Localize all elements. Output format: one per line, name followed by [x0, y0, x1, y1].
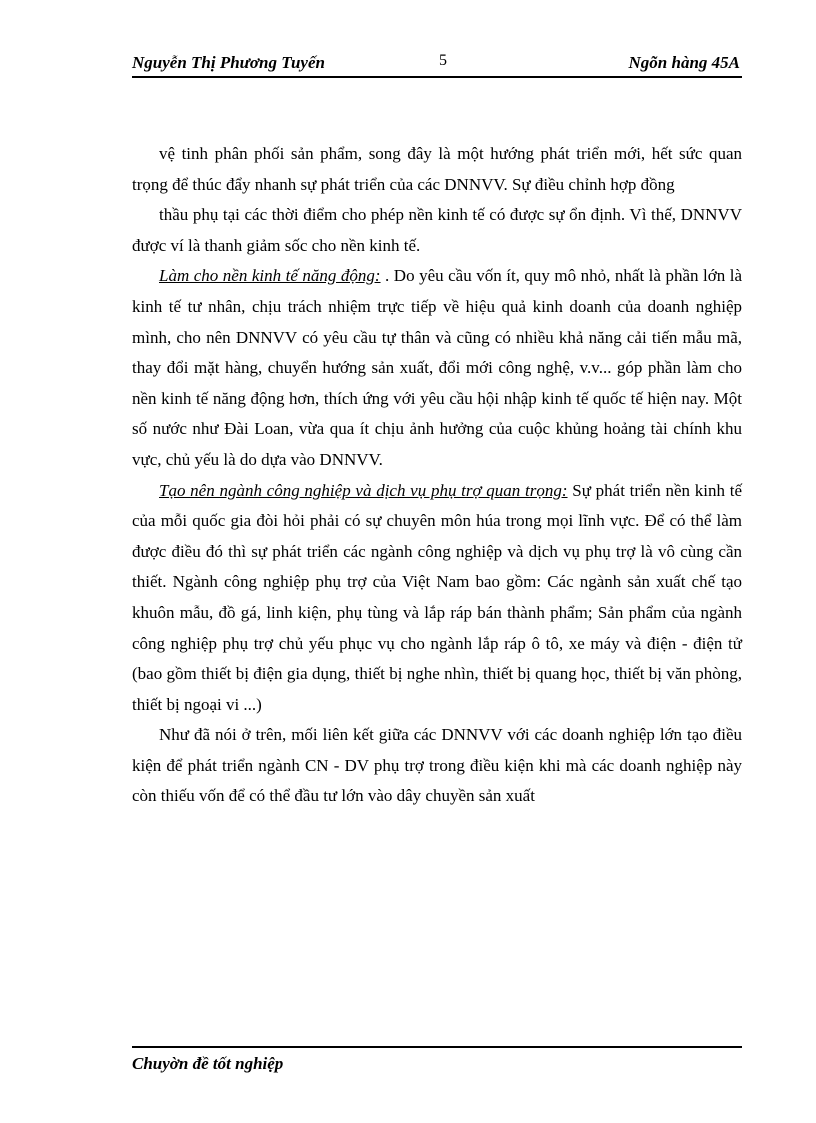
page-number: 5	[439, 52, 447, 69]
paragraph	[132, 139, 742, 200]
paragraph-text: vệ tinh phân phối sản phẩm, song đây là một hướng phát triển mới, hết sức quan trọng để thúc đẩy nhanh sự phát triển của các DNNVV. Sự điều chỉnh hợp đồng	[132, 144, 742, 194]
paragraph-lead: Tạo nên ngành công nghiệp và dịch vụ phụ trợ quan trọng:	[159, 480, 568, 500]
paragraph	[132, 200, 742, 261]
header-author: Nguyễn Thị Phương Tuyến	[132, 53, 325, 72]
paragraph	[132, 476, 742, 721]
document-body	[132, 139, 742, 812]
page-header	[132, 52, 742, 78]
paragraph-text: . Do yêu cầu vốn ít, quy mô nhỏ, nhất là phần lớn là kinh tế tư nhân, chịu trách nhiệm trực tiếp về hiệu quả kinh doanh của doanh nghiệp mình, cho nên DNNVV có yêu cầu tự thân và cũng có nhiều khả năng cải tiến mẫu mã, thay đổi mặt hàng, chuyển hướng sản xuất, đổi mới công nghệ, v.v... góp phần làm cho nền kinh tế năng động hơn, thích ứng với yêu cầu hội nhập kinh tế quốc tế hiện nay. Một số nước như Đài Loan, vừa qua ít chịu ảnh hưởng của cuộc khủng hoảng tài chính khu vực, chủ yếu là do dựa vào DNNVV.	[132, 266, 742, 469]
paragraph-text: Như đã nói ở trên, mối liên kết giữa các DNNVV với các doanh nghiệp lớn tạo điều kiện để phát triển ngành CN - DV phụ trợ trong điều kiện khi mà các doanh nghiệp này còn thiếu vốn để có thể đầu tư lớn vào dây chuyền sản xuất	[132, 725, 742, 806]
paragraph-text: Sự phát triển nền kinh tế của mỗi quốc gia đòi hỏi phải có sự chuyên môn húa trong mọi lĩnh vực. Để có thể làm được điều đó thì sự phát triển các ngành công nghiệp và dịch vụ phụ trợ là vô cùng cần thiết. Ngành công nghiệp phụ trợ của Việt Nam bao gồm: Các ngành sản xuất chế tạo khuôn mẫu, đồ gá, linh kiện, phụ tùng và lắp ráp bán thành phẩm; Sản phẩm của ngành công nghiệp phụ trợ chủ yếu phục vụ cho ngành lắp ráp ô tô, xe máy và điện - điện tử (bao gồm thiết bị điện gia dụng, thiết bị nghe nhìn, thiết bị quang học, thiết bị văn phòng, thiết bị ngoại vi ...)	[132, 480, 742, 714]
footer-text: Chuyờn đề tốt nghiệp	[132, 1054, 284, 1073]
paragraph	[132, 261, 742, 475]
paragraph-text: thầu phụ tại các thời điểm cho phép nền kinh tế có được sự ổn định. Vì thế, DNNVV được ví là thanh giảm sốc cho nền kinh tế.	[132, 205, 742, 255]
paragraph	[132, 720, 742, 812]
header-course: Ngõn hàng 45A	[628, 53, 740, 72]
page-footer	[132, 1046, 742, 1074]
paragraph-lead: Làm cho nền kinh tế năng động:	[159, 266, 381, 286]
